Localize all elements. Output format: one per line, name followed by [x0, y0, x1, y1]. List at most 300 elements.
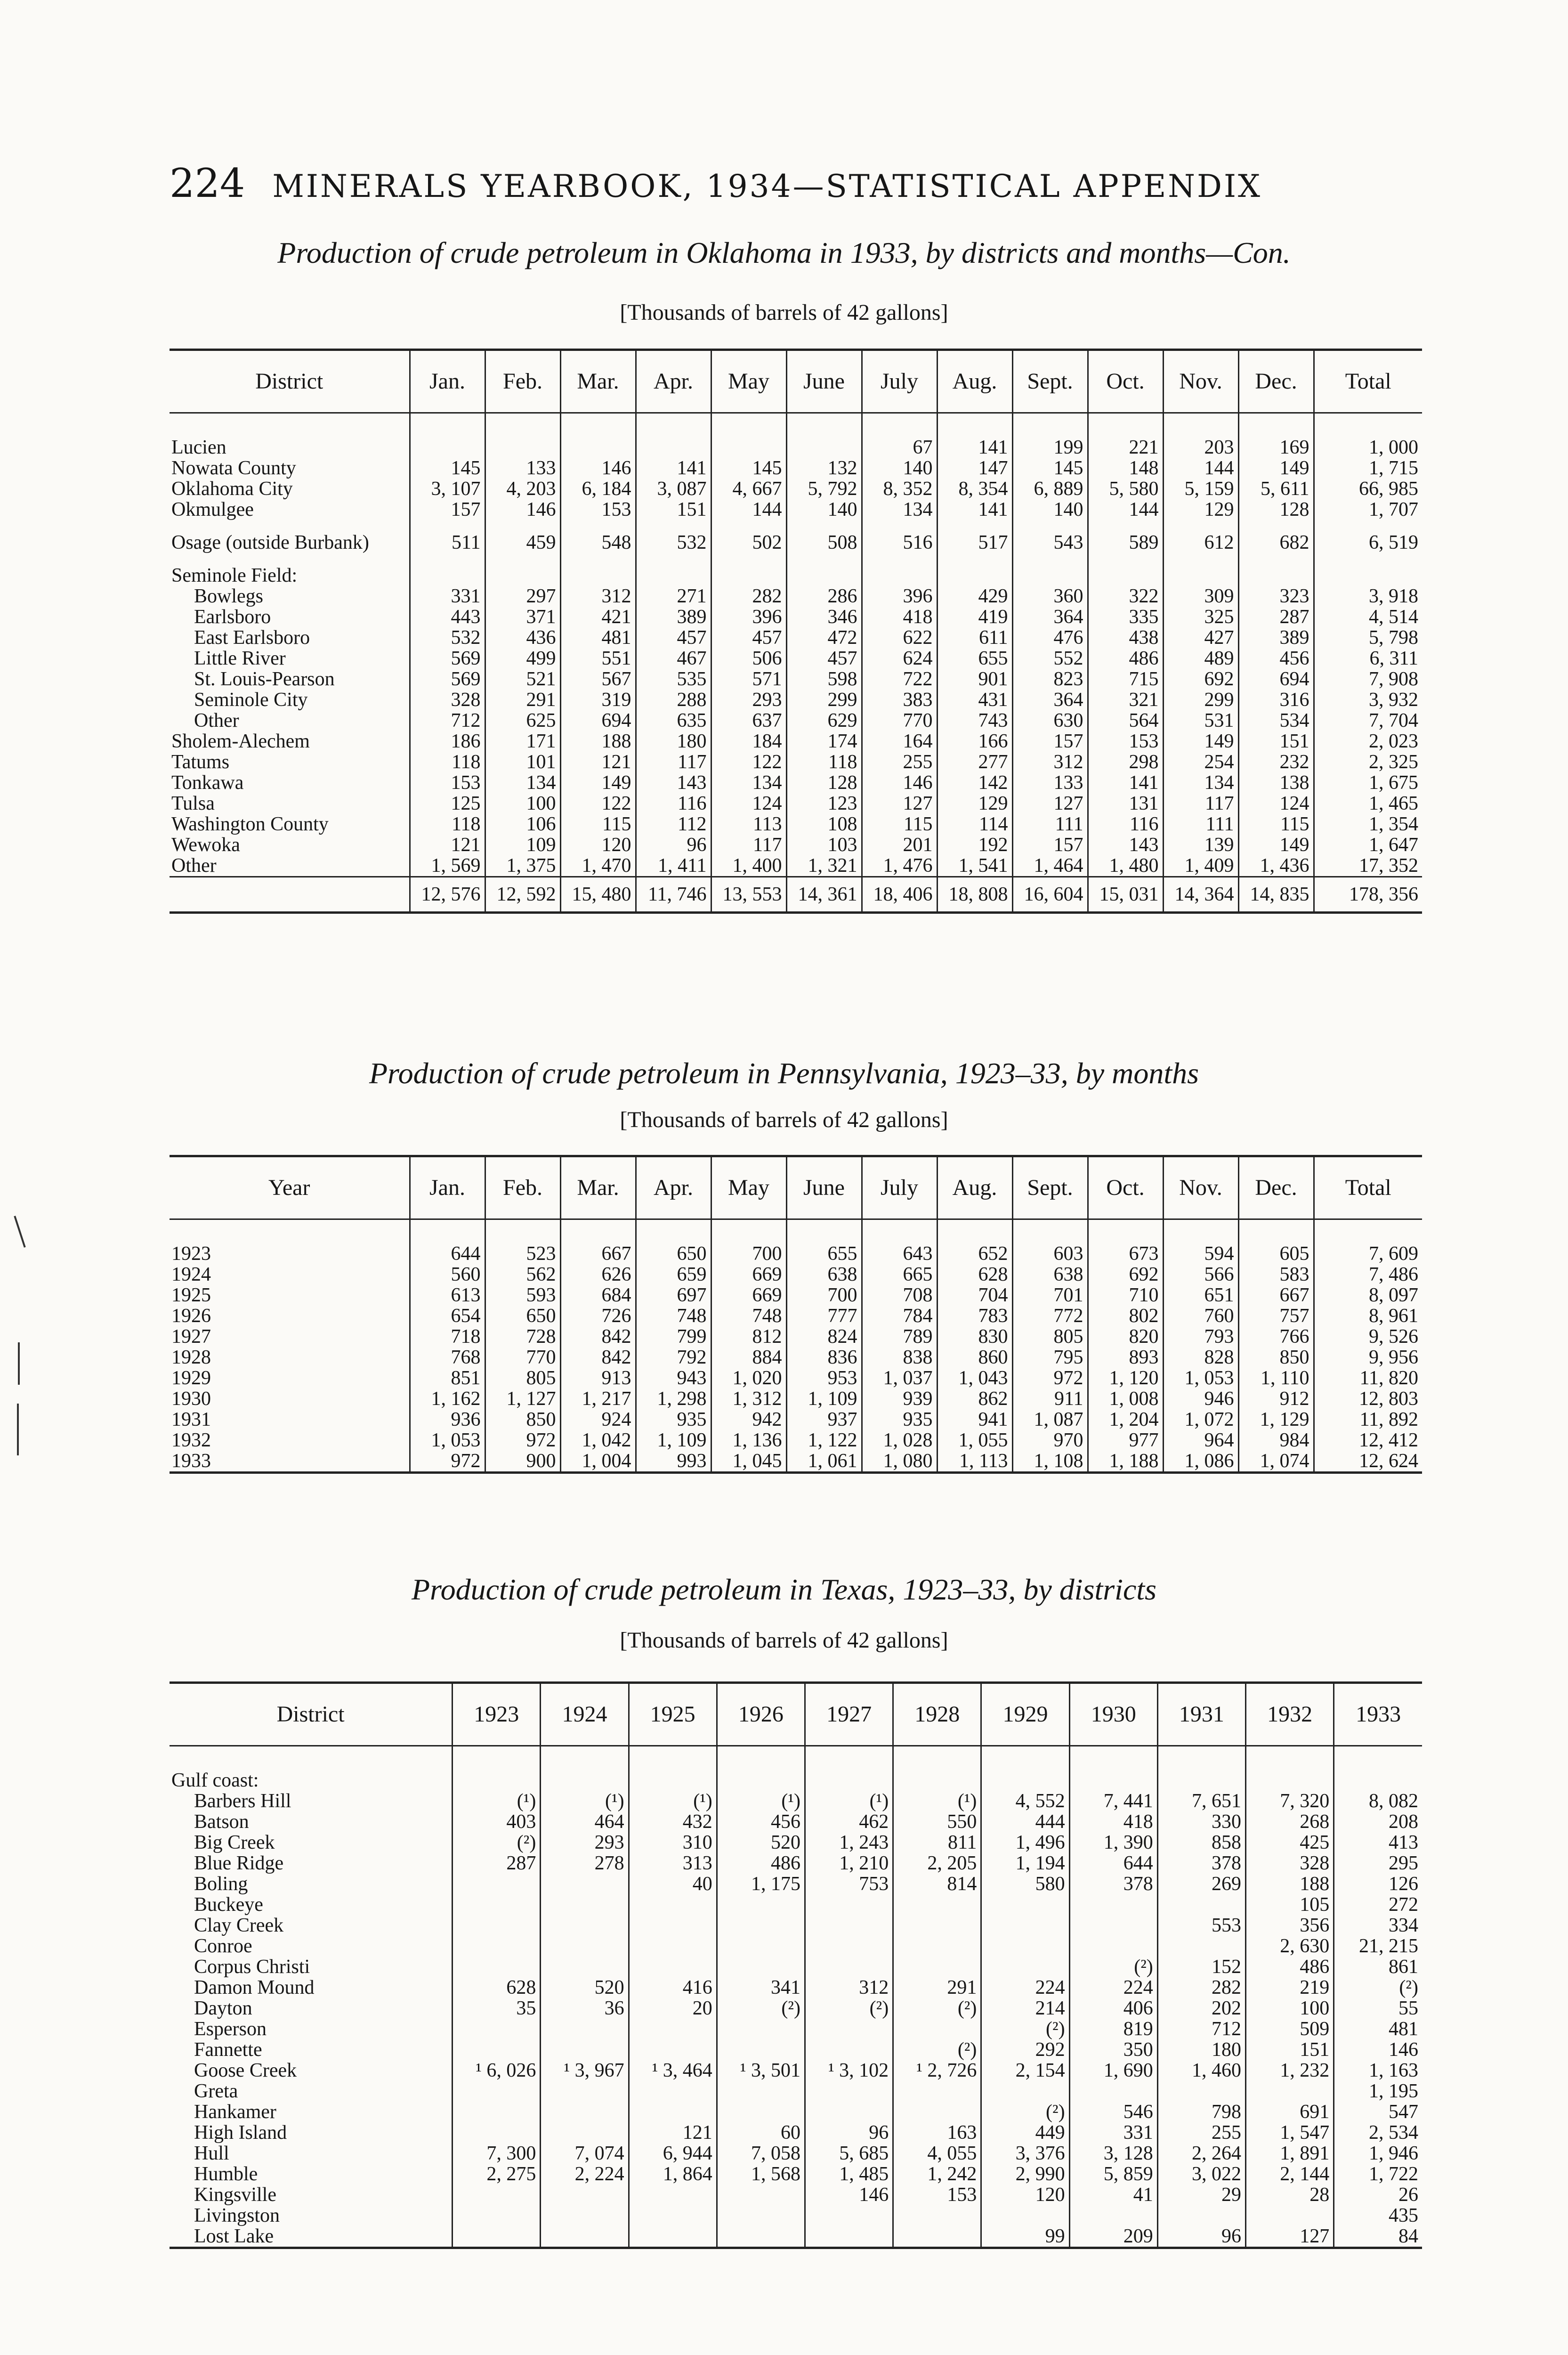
table-cell: 129 — [1163, 499, 1238, 520]
table-cell: 287 — [453, 1853, 541, 1874]
table-cell: 964 — [1163, 1430, 1238, 1451]
table-cell: 151 — [636, 499, 711, 520]
table-cell: 457 — [636, 627, 711, 648]
table-cell: (²) — [981, 2102, 1069, 2122]
column-header: Total — [1314, 1156, 1422, 1219]
table-cell: 838 — [862, 1347, 937, 1368]
table-cell — [560, 565, 636, 586]
table-cell: 116 — [636, 793, 711, 814]
table-cell: 17, 352 — [1314, 855, 1422, 877]
column-header: Aug. — [937, 350, 1012, 413]
table-cell: 147 — [937, 458, 1012, 479]
table-cell: 146 — [805, 2184, 893, 2205]
table-row — [170, 2039, 1422, 2060]
table-cell — [786, 565, 862, 586]
row-label: Tulsa — [171, 793, 215, 814]
table-row — [170, 586, 1422, 607]
table-cell: 1, 436 — [1238, 855, 1314, 877]
table-cell: 569 — [410, 669, 485, 690]
table-cell — [805, 1894, 893, 1915]
row-label: Blue Ridge — [194, 1853, 284, 1874]
table-cell: 7, 486 — [1314, 1264, 1422, 1285]
row-label: Other — [194, 710, 239, 731]
table-cell — [805, 2039, 893, 2060]
total-cell: 18, 406 — [862, 877, 937, 913]
table-cell: 637 — [711, 710, 786, 731]
margin-mark — [18, 1342, 20, 1385]
total-cell: 11, 746 — [636, 877, 711, 913]
table-cell: 1, 162 — [410, 1389, 485, 1409]
table-cell: 1, 465 — [1314, 793, 1422, 814]
table-row — [170, 2122, 1422, 2143]
table-cell: 163 — [893, 2122, 981, 2143]
table-cell: 850 — [485, 1409, 560, 1430]
table-cell: 133 — [1012, 772, 1088, 793]
table-cell — [1334, 1770, 1422, 1791]
table-cell: 516 — [862, 520, 937, 565]
row-label: Gulf coast: — [171, 1770, 259, 1791]
table-cell: (²) — [1069, 1957, 1157, 1977]
table-cell: 335 — [1088, 607, 1163, 627]
table-cell: 2, 534 — [1334, 2122, 1422, 2143]
row-label: Boling — [194, 1874, 248, 1894]
table-cell: 268 — [1246, 1811, 1334, 1832]
column-header: Feb. — [485, 350, 560, 413]
table-row — [170, 1285, 1422, 1306]
table-cell: 628 — [937, 1264, 1012, 1285]
table-cell: 1, 086 — [1163, 1451, 1238, 1473]
table-cell: 1, 464 — [1012, 855, 1088, 877]
table-cell: 67 — [862, 437, 937, 458]
column-header: Mar. — [560, 1156, 636, 1219]
column-header: 1923 — [453, 1683, 541, 1746]
table-cell: 164 — [862, 731, 937, 752]
table-cell: 141 — [937, 437, 1012, 458]
table-cell: 141 — [636, 458, 711, 479]
table-cell: 1, 312 — [711, 1389, 786, 1409]
table-cell: 861 — [1334, 1957, 1422, 1977]
table3-caption: Production of crude petroleum in Texas, 1923–33, by districts — [411, 1573, 1157, 1606]
table-row — [170, 793, 1422, 814]
table3-unit: [Thousands of barrels of 42 gallons] — [620, 1628, 948, 1653]
row-label: Hull — [194, 2143, 229, 2164]
table-cell — [717, 2081, 805, 2102]
table-spacer — [170, 413, 1422, 438]
table-cell: 594 — [1163, 1243, 1238, 1264]
table-cell — [453, 2081, 541, 2102]
table-cell: 535 — [636, 669, 711, 690]
table-cell — [805, 2226, 893, 2248]
table-cell: 718 — [410, 1326, 485, 1347]
table-cell: 472 — [786, 627, 862, 648]
table-cell: 101 — [485, 752, 560, 772]
table-cell: 5, 685 — [805, 2143, 893, 2164]
table-cell: 811 — [893, 1832, 981, 1853]
table-cell: 798 — [1157, 2102, 1245, 2122]
table-cell: 694 — [1238, 669, 1314, 690]
table-cell: 309 — [1163, 586, 1238, 607]
table-cell — [1088, 565, 1163, 586]
table-cell: 8, 097 — [1314, 1285, 1422, 1306]
table-cell: 9, 956 — [1314, 1347, 1422, 1368]
table-cell — [629, 2081, 717, 2102]
table-cell: 520 — [541, 1977, 629, 1998]
column-header: July — [862, 1156, 937, 1219]
table-cell: 1, 136 — [711, 1430, 786, 1451]
table-cell: 255 — [862, 752, 937, 772]
table-cell: 364 — [1012, 690, 1088, 710]
table-cell: 132 — [786, 458, 862, 479]
table-cell: 188 — [1246, 1874, 1334, 1894]
row-label: Little River — [194, 648, 286, 669]
table-cell: 421 — [560, 607, 636, 627]
table-cell: 1, 485 — [805, 2164, 893, 2184]
table-cell: 2, 224 — [541, 2164, 629, 2184]
table-cell: 823 — [1012, 669, 1088, 690]
table-cell: 1, 480 — [1088, 855, 1163, 877]
table-cell: 149 — [1238, 835, 1314, 855]
table-cell — [1069, 1936, 1157, 1957]
table-cell: (¹) — [805, 1791, 893, 1811]
table-cell: 1, 722 — [1334, 2164, 1422, 2184]
table-row — [170, 1451, 1422, 1473]
row-label: Damon Mound — [194, 1977, 315, 1998]
table-cell: 884 — [711, 1347, 786, 1368]
table-row — [170, 2164, 1422, 2184]
table-row — [170, 2060, 1422, 2081]
table-cell: 795 — [1012, 1347, 1088, 1368]
table-cell: 748 — [711, 1306, 786, 1326]
row-label: Tatums — [171, 752, 230, 772]
table-cell: 277 — [937, 752, 1012, 772]
table-cell: 282 — [1157, 1977, 1245, 1998]
table-cell: 667 — [560, 1243, 636, 1264]
table-cell: 562 — [485, 1264, 560, 1285]
table-cell: 1, 045 — [711, 1451, 786, 1473]
table-cell: 5, 580 — [1088, 479, 1163, 499]
table-cell — [453, 1894, 541, 1915]
table-cell: 1, 120 — [1088, 1368, 1163, 1389]
table-cell — [893, 1957, 981, 1977]
table-cell: 571 — [711, 669, 786, 690]
table-cell: 7, 609 — [1314, 1243, 1422, 1264]
column-header: Oct. — [1088, 350, 1163, 413]
table-cell: 157 — [410, 499, 485, 520]
table-cell: 659 — [636, 1264, 711, 1285]
table-cell — [629, 2205, 717, 2226]
column-header: Jan. — [410, 1156, 485, 1219]
table-cell: 760 — [1163, 1306, 1238, 1326]
table-cell: 726 — [560, 1306, 636, 1326]
table-cell: 704 — [937, 1285, 1012, 1306]
table-cell: 134 — [862, 499, 937, 520]
table-cell: 269 — [1157, 1874, 1245, 1894]
table-cell — [981, 1936, 1069, 1957]
table-cell: 644 — [1069, 1853, 1157, 1874]
table-cell: 1, 113 — [937, 1451, 1012, 1473]
table-cell — [981, 1770, 1069, 1791]
table-cell: 7, 651 — [1157, 1791, 1245, 1811]
table-cell: 569 — [410, 648, 485, 669]
table-cell: 6, 184 — [560, 479, 636, 499]
table-cell: 520 — [717, 1832, 805, 1853]
table-cell: 153 — [893, 2184, 981, 2205]
table-cell: 509 — [1246, 2019, 1334, 2039]
table-cell: 684 — [560, 1285, 636, 1306]
table-cell: 457 — [786, 648, 862, 669]
row-label: Okmulgee — [171, 499, 254, 520]
table-cell: 1, 390 — [1069, 1832, 1157, 1853]
table-cell: 7, 320 — [1246, 1791, 1334, 1811]
table2-unit: [Thousands of barrels of 42 gallons] — [620, 1107, 948, 1132]
table-cell — [717, 1894, 805, 1915]
table-cell: 913 — [560, 1368, 636, 1389]
table-cell: 506 — [711, 648, 786, 669]
table-cell — [893, 1770, 981, 1791]
table-cell — [541, 1874, 629, 1894]
table-row — [170, 855, 1422, 877]
table-cell: 292 — [981, 2039, 1069, 2060]
table-cell: 655 — [786, 1243, 862, 1264]
column-header: 1927 — [805, 1683, 893, 1746]
table-cell: 232 — [1238, 752, 1314, 772]
table-cell: (¹) — [541, 1791, 629, 1811]
table-cell: 12, 803 — [1314, 1389, 1422, 1409]
table-cell — [981, 1894, 1069, 1915]
table-row — [170, 458, 1422, 479]
table-cell: 291 — [485, 690, 560, 710]
table-cell: 3, 918 — [1314, 586, 1422, 607]
table-row — [170, 690, 1422, 710]
table-cell — [485, 437, 560, 458]
table-cell: 2, 144 — [1246, 2164, 1334, 2184]
column-header: Jan. — [410, 350, 485, 413]
table-cell: 1, 569 — [410, 855, 485, 877]
table-cell: 184 — [711, 731, 786, 752]
table-cell: ¹ 2, 726 — [893, 2060, 981, 2081]
table-cell: 814 — [893, 1874, 981, 1894]
table-cell: 700 — [711, 1243, 786, 1264]
table-row — [170, 1874, 1422, 1894]
table-cell: 1, 946 — [1334, 2143, 1422, 2164]
table-cell: 1, 188 — [1088, 1451, 1163, 1473]
table-cell — [453, 1770, 541, 1791]
table-cell: 202 — [1157, 1998, 1245, 2019]
table-cell — [629, 2019, 717, 2039]
table-cell — [717, 2226, 805, 2248]
table-cell: 799 — [636, 1326, 711, 1347]
table-cell: 1, 470 — [560, 855, 636, 877]
table-cell: 712 — [410, 710, 485, 731]
table-cell: 138 — [1238, 772, 1314, 793]
row-label: 1931 — [171, 1409, 211, 1430]
table-cell: 127 — [1246, 2226, 1334, 2248]
table-cell — [937, 565, 1012, 586]
table-cell: 757 — [1238, 1306, 1314, 1326]
table-cell: 378 — [1069, 1874, 1157, 1894]
table-cell: 109 — [485, 835, 560, 855]
table-row — [170, 1915, 1422, 1936]
table-cell: 8, 354 — [937, 479, 1012, 499]
table-cell: 128 — [1238, 499, 1314, 520]
total-cell: 14, 835 — [1238, 877, 1314, 913]
table-cell: 144 — [1088, 499, 1163, 520]
table-cell: 3, 087 — [636, 479, 711, 499]
table-cell: 199 — [1012, 437, 1088, 458]
row-label: Greta — [194, 2081, 238, 2102]
table-row — [170, 731, 1422, 752]
table-cell: 912 — [1238, 1389, 1314, 1409]
table-cell: 11, 820 — [1314, 1368, 1422, 1389]
table-cell: 1, 210 — [805, 1853, 893, 1874]
table-row — [170, 479, 1422, 499]
table-cell: 712 — [1157, 2019, 1245, 2039]
table-cell: 7, 704 — [1314, 710, 1422, 731]
row-label: Livingston — [194, 2205, 280, 2226]
table-cell: 129 — [937, 793, 1012, 814]
table-cell: 3, 128 — [1069, 2143, 1157, 2164]
table-cell: 1, 037 — [862, 1368, 937, 1389]
table-cell: 1, 232 — [1246, 2060, 1334, 2081]
table-cell — [717, 1915, 805, 1936]
table-cell: 144 — [711, 499, 786, 520]
table-cell: 145 — [410, 458, 485, 479]
table-cell — [453, 2102, 541, 2122]
table-row — [170, 1936, 1422, 1957]
table-cell — [717, 1936, 805, 1957]
table-cell — [1069, 1915, 1157, 1936]
column-header: Feb. — [485, 1156, 560, 1219]
table-cell: 1, 891 — [1246, 2143, 1334, 2164]
table-cell: 2, 154 — [981, 2060, 1069, 2081]
column-header: May — [711, 1156, 786, 1219]
table-cell: 356 — [1246, 1915, 1334, 1936]
table-cell: 936 — [410, 1409, 485, 1430]
page-number: 224 — [170, 160, 245, 206]
table-cell — [636, 565, 711, 586]
table-cell: 406 — [1069, 1998, 1157, 2019]
table-cell: 1, 000 — [1314, 437, 1422, 458]
table-cell: 1, 061 — [786, 1451, 862, 1473]
table-cell — [805, 1915, 893, 1936]
table-cell: 106 — [485, 814, 560, 835]
table-cell: 436 — [485, 627, 560, 648]
table-cell — [541, 2122, 629, 2143]
table-cell: 1, 080 — [862, 1451, 937, 1473]
table-cell — [805, 2205, 893, 2226]
table-cell: 1, 675 — [1314, 772, 1422, 793]
table-cell: (¹) — [717, 1791, 805, 1811]
table-cell: 287 — [1238, 607, 1314, 627]
table-row — [170, 1853, 1422, 1874]
table-cell: 121 — [560, 752, 636, 772]
table-cell: 180 — [636, 731, 711, 752]
table-cell: 1, 163 — [1334, 2060, 1422, 2081]
table-cell: 8, 961 — [1314, 1306, 1422, 1326]
table-cell: 6, 311 — [1314, 648, 1422, 669]
table-cell: 1, 110 — [1238, 1368, 1314, 1389]
margin-mark — [17, 1404, 19, 1455]
row-label: Osage (outside Burbank) — [171, 532, 369, 553]
table-cell — [1157, 2205, 1245, 2226]
table-cell — [541, 1770, 629, 1791]
table-cell: 673 — [1088, 1243, 1163, 1264]
table-cell: 830 — [937, 1326, 1012, 1347]
table-cell: (²) — [1334, 1977, 1422, 1998]
table-cell: 622 — [862, 627, 937, 648]
table-cell — [453, 1957, 541, 1977]
table-cell — [453, 2122, 541, 2143]
table-cell: 310 — [629, 1832, 717, 1853]
table-cell: 728 — [485, 1326, 560, 1347]
table-cell: 319 — [560, 690, 636, 710]
table-cell: 893 — [1088, 1347, 1163, 1368]
table-cell: 900 — [485, 1451, 560, 1473]
table-cell: 255 — [1157, 2122, 1245, 2143]
table-cell: ¹ 6, 026 — [453, 2060, 541, 2081]
row-label: East Earlsboro — [194, 627, 310, 648]
table-cell: 984 — [1238, 1430, 1314, 1451]
table-cell: 331 — [1069, 2122, 1157, 2143]
table-cell: 151 — [1246, 2039, 1334, 2060]
table-cell: 118 — [410, 752, 485, 772]
table-cell — [541, 1936, 629, 1957]
table-cell — [893, 1894, 981, 1915]
table-cell: 692 — [1088, 1264, 1163, 1285]
table-row — [170, 607, 1422, 627]
table-cell — [1069, 2081, 1157, 2102]
table-cell — [629, 2102, 717, 2122]
table-cell — [541, 2102, 629, 2122]
row-label: Sholem-Alechem — [171, 731, 310, 752]
table-cell: 100 — [1246, 1998, 1334, 2019]
table-cell: 748 — [636, 1306, 711, 1326]
table-cell: 330 — [1157, 1811, 1245, 1832]
table-cell: 113 — [711, 814, 786, 835]
table-cell: 977 — [1088, 1430, 1163, 1451]
table-cell: 313 — [629, 1853, 717, 1874]
row-label: 1927 — [171, 1326, 211, 1347]
table-cell: 1, 647 — [1314, 835, 1422, 855]
table-cell: 122 — [711, 752, 786, 772]
table-cell: 278 — [541, 1853, 629, 1874]
table-cell — [1069, 1770, 1157, 1791]
column-header: 1931 — [1157, 1683, 1245, 1746]
row-label: Kingsville — [194, 2184, 276, 2205]
table-cell: 151 — [1238, 731, 1314, 752]
table-cell — [453, 2184, 541, 2205]
table-cell: 11, 892 — [1314, 1409, 1422, 1430]
table-cell: 1, 354 — [1314, 814, 1422, 835]
table-cell: 153 — [560, 499, 636, 520]
table-cell: 1, 547 — [1246, 2122, 1334, 2143]
table-cell — [717, 1957, 805, 1977]
table-cell: 972 — [410, 1451, 485, 1473]
table-row — [170, 752, 1422, 772]
table-cell — [453, 2039, 541, 2060]
row-label: 1929 — [171, 1368, 211, 1389]
table1-unit: [Thousands of barrels of 42 gallons] — [620, 300, 948, 325]
table-cell: 532 — [410, 627, 485, 648]
table-cell: 134 — [711, 772, 786, 793]
table-cell: 148 — [1088, 458, 1163, 479]
table-cell: 125 — [410, 793, 485, 814]
table-cell: 6, 519 — [1314, 520, 1422, 565]
table-cell: 7, 441 — [1069, 1791, 1157, 1811]
table-cell: 669 — [711, 1285, 786, 1306]
table-cell: 444 — [981, 1811, 1069, 1832]
total-cell: 18, 808 — [937, 877, 1012, 913]
